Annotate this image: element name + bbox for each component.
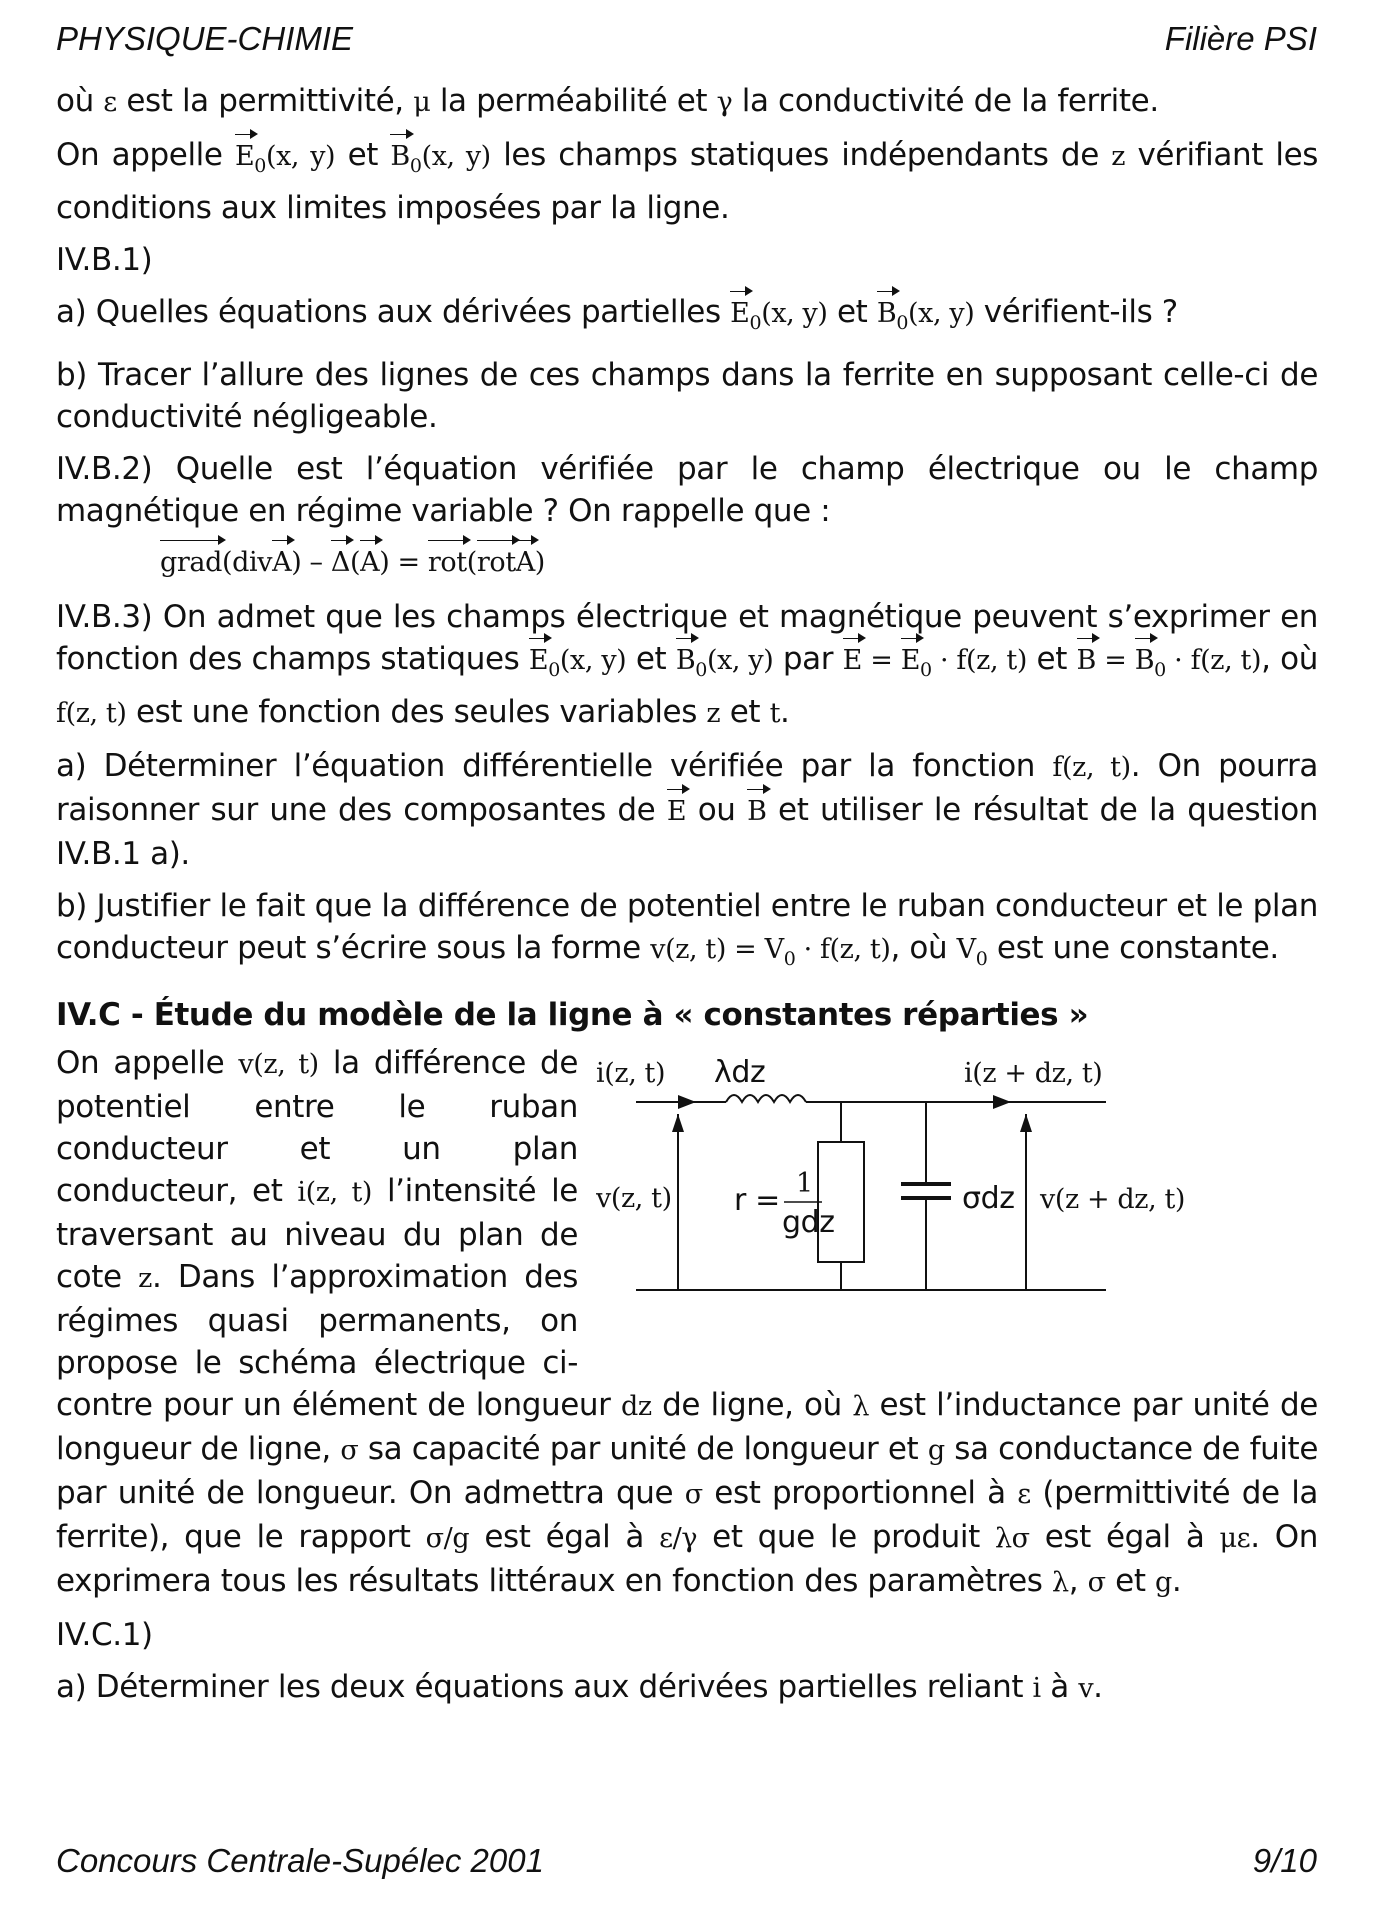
paragraph-ferrite-properties: où ε est la permittivité, μ la perméabilité et γ la conductivité de la ferrite.	[56, 83, 1159, 119]
question-IVB3a: a) Déterminer l’équation différentielle vérifiée par la fonction f(z, t). On pourra raisonner sur une des composantes de E ou B et utiliser le résultat de la question IV.B.1 a).	[56, 748, 1319, 872]
page-content	[56, 80, 1318, 1720]
question-IVB3b: b) Justifier le fait que la différence de potentiel entre le ruban conducteur et le plan conducteur peut s’écrire sous la forme v(z, $t) = V_0 \cdot f(z$, t), où $V_0$ est une constante.	[56, 888, 1318, 970]
question-IVC1a: a) Déterminer les deux équations aux dérivées partielles reliant i à v.	[56, 1669, 1103, 1705]
header-subject: PHYSIQUE-CHIMIE	[56, 20, 354, 57]
formula-vector-identity: grad(divA) – Δ(A) = rot(rotA)	[160, 542, 1318, 584]
paragraph-static-fields: On appelle $E_0(x$, y) et $B_0(x$, y) les champs statiques indépendants de z vérifiant les conditions aux limites imposées par la ligne.	[56, 137, 1318, 226]
label-v-out: v(z + dz, t)	[1040, 1184, 1186, 1215]
label-i-out: i(z + dz, t)	[964, 1058, 1103, 1089]
label-capacitance: σdz	[962, 1181, 1015, 1216]
label-inductance: λdz	[714, 1055, 766, 1090]
inductor-coil	[726, 1095, 806, 1102]
paragraph-line-model: On appelle v(z, t) la différence de potentiel entre le ruban conducteur et un plan conducteur, et i(z, t) l’intensité le traversant au niveau du plan de cote z. Dans l’approximation des régimes quasi permanents, on propose le schéma électrique ci-contre pour un élément de longueur dz de ligne, où λ est l’inductance par unité de longueur de ligne, σ sa capacité par unité de longueur et g sa conductance de fuite par unité de longueur. On admettra que σ est proportionnel à ε (permittivité de la ferrite), que le rapport σ/g est égal à ε/γ et que le produit λσ est égal à με. On exprimera tous les résultats littéraux en fonction des paramètres λ, σ et g.	[56, 1042, 1318, 1604]
voltage-arrowhead-left	[672, 1114, 684, 1132]
footer-page-number: 9/10	[1252, 1842, 1317, 1879]
label-r-numerator: 1	[796, 1168, 813, 1199]
question-IVB3: IV.B.3) On admet que les champs électrique et magnétique peuvent s’exprimer en fonction des champs statiques $E_0(x$, y) et $B_0(x$, y) par $E = E_0 \cdot f(z$, t) et $B = B_0 \cdot f(z$, t), où f(z, t) est une fonction des seules variables z et t.	[56, 599, 1318, 730]
voltage-arrowhead-right	[1020, 1114, 1032, 1132]
circuit-diagram	[596, 1042, 1296, 1342]
label-r-denominator: gdz	[782, 1205, 835, 1240]
question-IVB1a: a) Quelles équations aux dérivées partielles $E_0(x$, y) et $B_0(x$, y) vérifient-ils ?	[56, 294, 1178, 334]
label-v-in: v(z, t)	[596, 1183, 672, 1214]
header-track: Filière PSI	[1164, 20, 1317, 57]
label-i-in: i(z, t)	[596, 1058, 666, 1089]
section-title-IVC: IV.C - Étude du modèle de la ligne à « constantes réparties »	[56, 997, 1089, 1033]
resistor-body	[818, 1142, 864, 1262]
question-label-IVB1: IV.B.1)	[56, 242, 153, 278]
question-IVB1b: b) Tracer l’allure des lignes de ces champs dans la ferrite en supposant celle-ci de conductivité négligeable.	[56, 357, 1318, 435]
footer-contest: Concours Centrale-Supélec 2001	[56, 1842, 544, 1879]
question-IVB2: IV.B.2) Quelle est l’équation vérifiée par le champ électrique ou le champ magnétique en régime variable ? On rappelle que :	[56, 451, 1318, 529]
label-r: r =	[734, 1183, 780, 1218]
current-arrow-left	[678, 1095, 696, 1109]
current-arrow-right	[993, 1095, 1011, 1109]
question-label-IVC1: IV.C.1)	[56, 1617, 153, 1653]
section-IVC-block	[56, 1042, 1318, 1604]
